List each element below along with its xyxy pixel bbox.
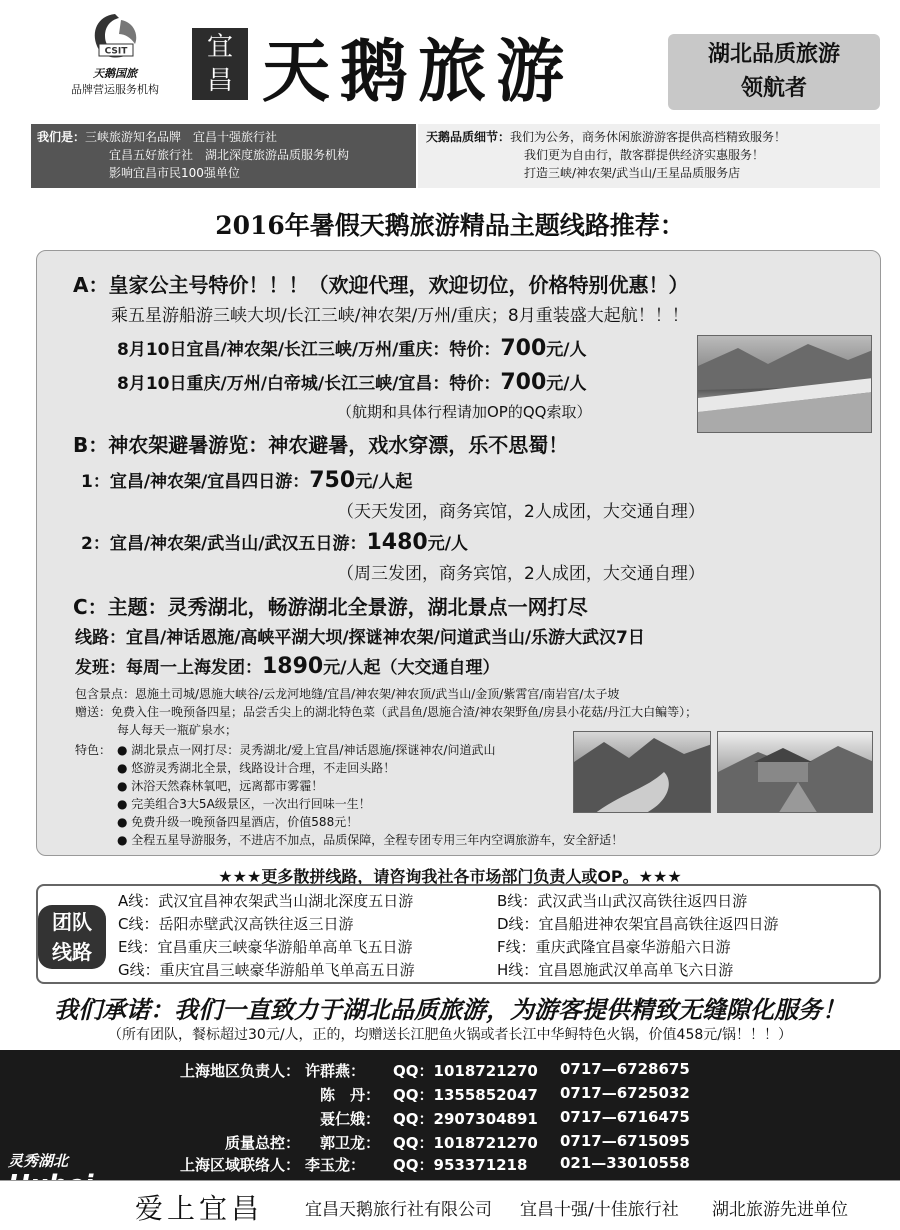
section-b-item2: 2：宜昌/神农架/武当山/武汉五日游：1480元/人 <box>81 530 468 555</box>
section-a-item2: 8月10日重庆/万州/白帝城/长江三峡/宜昌：特价：700元/人 <box>117 370 587 395</box>
section-a-sub: 乘五星游船游三峡大坝/长江三峡/神农架/万州/重庆；8月重装盛大起航！！！ <box>111 306 689 326</box>
dam-photo <box>697 335 872 433</box>
footer-award: 湖北旅游先进单位 <box>712 1200 848 1220</box>
section-b-item1: 1：宜昌/神农架/宜昌四日游：750元/人起 <box>81 468 413 493</box>
contact-panel: 上海地区负责人： 许群燕： QQ：1018721270 0717—6728675 陈 丹： QQ：1355852047 0717—6725032 聂仁娥： QQ：2907304891 0717—6716475 质量总控： 郭卫龙： QQ：1018721270 0717—6715095 上海区域联络人： 李玉龙： QQ：953371218 021—33010558 <box>0 1050 900 1180</box>
section-b-heading: B：神农架避暑游览：神农避暑，戏水穿漂，乐不思蜀！ <box>73 433 569 457</box>
promise-statement: 我们承诺：我们一直致力于湖北品质旅游，为游客提供精致无缝隙化服务！ <box>54 996 846 1024</box>
section-c-heading: C：主题：灵秀湖北，畅游湖北全景游，湖北景点一网打尽 <box>73 595 588 619</box>
wudang-temple-image <box>718 732 873 813</box>
group-route-item: H线：宜昌恩施武汉单高单飞六日游 <box>497 961 734 979</box>
group-route-item: E线：宜昌重庆三峡豪华游船单高单飞五日游 <box>118 938 413 956</box>
city-badge: 宜 昌 <box>192 28 248 100</box>
slogan-box: 湖北品质旅游 领航者 <box>668 34 880 110</box>
swan-logo-icon <box>85 10 145 65</box>
river-gorge-image <box>574 732 711 813</box>
section-b-item2-note: （周三发团，商务宾馆，2人成团，大交通自理） <box>337 564 705 584</box>
group-route-item: G线：重庆宜昌三峡豪华游船单飞单高五日游 <box>118 961 415 979</box>
river-photo <box>573 731 711 813</box>
feature-item: ● 湖北景点一网打尽：灵秀湖北/爱上宜昌/神话恩施/探谜神农/问道武山 <box>117 743 496 757</box>
footer-slogan: 爱上宜昌 <box>135 1192 264 1225</box>
logo-brand: 天鹅国旅 <box>93 67 137 80</box>
group-route-item: F线：重庆武隆宜昌豪华游船六日游 <box>497 938 731 956</box>
promise-note: （所有团队，餐标超过30元/人，正的，均赠送长江肥鱼火锅或者长江中华鲟特色火锅，价值458元/锅！！！） <box>108 1027 792 1043</box>
group-route-item: C线：岳阳赤壁武汉高铁往返三日游 <box>118 915 354 933</box>
about-us: 我们是：三峡旅游知名品牌 宜昌十强旅行社 宜昌五好旅行社 湖北深度旅游品质服务机构 影响宜昌市民100强单位 <box>31 124 416 188</box>
features-label: 特色： <box>75 743 112 757</box>
routes-panel <box>36 250 881 856</box>
more-routes-note: ★★★更多散拼线路，请咨询我社各市场部门负责人或OP。★★★ <box>218 867 682 886</box>
section-c-route: 线路：宜昌/神话恩施/高峡平湖大坝/探谜神农架/问道武当山/乐游大武汉7日 <box>75 628 645 648</box>
section-b-item1-note: （天天发团，商务宾馆，2人成团，大交通自理） <box>337 502 705 522</box>
section-c-depart: 发班：每周一上海发团：1890元/人起（大交通自理） <box>75 654 500 679</box>
group-route-item: A线：武汉宜昌神农架武当山湖北深度五日游 <box>118 892 414 910</box>
footer-top10: 宜昌十强/十佳旅行社 <box>520 1200 679 1220</box>
footer-company: 宜昌天鹅旅行社有限公司 <box>305 1200 492 1220</box>
group-route-item: B线：武汉武当山武汉高铁往返四日游 <box>497 892 748 910</box>
feature-item: ● 全程五星导游服务，不进店不加点，品质保障，全程专团专用三年内空调旅游车，安全舒适！ <box>117 833 624 847</box>
logo-tag: 品牌营运服务机构 <box>71 83 159 96</box>
hubei-logo: 灵秀湖北 Hubei <box>8 1152 94 1200</box>
section-c-gift2: 每人每天一瓶矿泉水； <box>117 723 238 737</box>
temple-photo <box>717 731 873 813</box>
feature-item: ● 悠游灵秀湖北全景，线路设计合理，不走回头路！ <box>117 761 396 775</box>
footer <box>0 1180 900 1230</box>
section-c-spots: 包含景点：恩施土司城/恩施大峡谷/云龙河地缝/宜昌/神农架/神农顶/武当山/金顶/紫霄宫/南岩宫/太子坡 <box>75 687 620 701</box>
three-gorges-dam-image <box>698 336 872 433</box>
feature-item: ● 完美组合3大5A级景区，一次出行回味一生！ <box>117 797 371 811</box>
company-logo <box>60 10 170 110</box>
section-a-heading: A：皇家公主号特价！！！（欢迎代理，欢迎切位，价格特别优惠！） <box>73 273 689 297</box>
feature-item: ● 沐浴天然森林氧吧，远离都市雾霾！ <box>117 779 324 793</box>
section-a-item1: 8月10日宜昌/神农架/长江三峡/万州/重庆：特价：700元/人 <box>117 336 587 361</box>
group-route-item: D线：宜昌船进神农架宜昌高铁往返四日游 <box>497 915 779 933</box>
brand-title: 天鹅旅游 <box>262 32 575 112</box>
svg-text:CSIT: CSIT <box>104 46 128 57</box>
group-routes-badge: 团队 线路 <box>38 905 106 969</box>
feature-item: ● 免费升级一晚预备四星酒店，价值588元！ <box>117 815 359 829</box>
quality-details: 天鹅品质细节：我们为公务，商务休闲旅游游客提供高档精致服务！ 我们更为自由行，散客群提供经济实惠服务！ 打造三峡/神农架/武当山/王星品质服务店 <box>418 124 880 188</box>
page-title: 2016年暑假天鹅旅游精品主题线路推荐： <box>215 211 685 240</box>
section-a-note: （航期和具体行程请加OP的QQ索取） <box>337 403 592 421</box>
section-c-gift: 赠送：免费入住一晚预备四星；品尝舌尖上的湖北特色菜（武昌鱼/恩施合渣/神农架野鱼/房县小花菇/丹江大白鳊等）； <box>75 705 698 719</box>
